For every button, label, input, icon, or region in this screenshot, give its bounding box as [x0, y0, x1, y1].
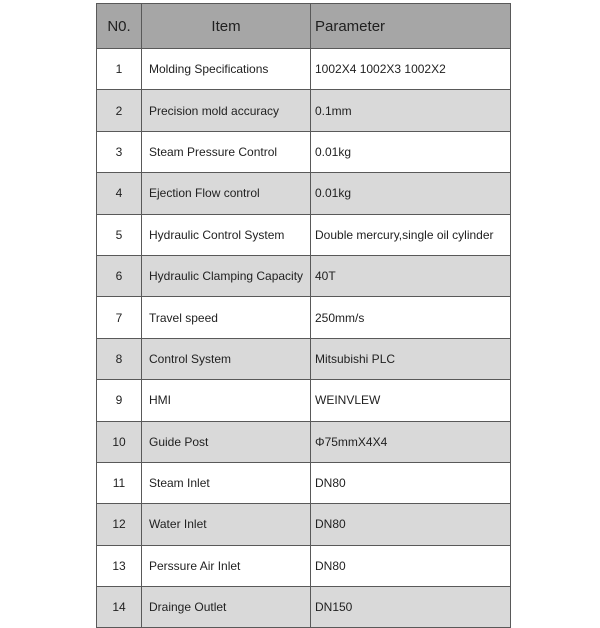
item-cell: Molding Specifications [142, 49, 311, 90]
header-no: N0. [97, 4, 142, 49]
table-row [97, 504, 511, 545]
item-cell: Ejection Flow control [142, 173, 311, 214]
row-number-cell: 10 [97, 421, 142, 462]
item-cell: Precision mold accuracy [142, 90, 311, 131]
row-number-cell: 14 [97, 587, 142, 628]
row-number-cell: 4 [97, 173, 142, 214]
table-row [97, 214, 511, 255]
table-row [97, 90, 511, 131]
parameter-cell: 0.01kg [311, 131, 511, 172]
item-cell: Drainge Outlet [142, 587, 311, 628]
row-number-cell: 5 [97, 214, 142, 255]
parameter-cell: Mitsubishi PLC [311, 338, 511, 379]
header-item: Item [142, 4, 311, 49]
row-number-cell: 11 [97, 462, 142, 503]
parameter-cell: DN80 [311, 504, 511, 545]
table-row [97, 131, 511, 172]
table-row [97, 421, 511, 462]
item-cell: Travel speed [142, 297, 311, 338]
row-number-cell: 6 [97, 255, 142, 296]
parameter-cell: DN80 [311, 545, 511, 586]
parameter-cell: 250mm/s [311, 297, 511, 338]
parameter-cell: 0.1mm [311, 90, 511, 131]
table-body [97, 49, 511, 628]
item-cell: Perssure Air Inlet [142, 545, 311, 586]
row-number-cell: 12 [97, 504, 142, 545]
table-row [97, 49, 511, 90]
row-number-cell: 13 [97, 545, 142, 586]
row-number-cell: 1 [97, 49, 142, 90]
item-cell: Control System [142, 338, 311, 379]
table-head [97, 4, 511, 49]
table-row [97, 255, 511, 296]
parameter-cell: Φ75mmX4X4 [311, 421, 511, 462]
header-row [97, 4, 511, 49]
item-cell: Hydraulic Control System [142, 214, 311, 255]
table-row [97, 380, 511, 421]
header-parameter: Parameter [311, 4, 511, 49]
item-cell: Steam Pressure Control [142, 131, 311, 172]
table-row [97, 545, 511, 586]
table-row [97, 338, 511, 379]
parameter-cell: DN80 [311, 462, 511, 503]
parameter-cell: 40T [311, 255, 511, 296]
parameter-cell: Double mercury,single oil cylinder [311, 214, 511, 255]
item-cell: Steam Inlet [142, 462, 311, 503]
item-cell: HMI [142, 380, 311, 421]
table-row [97, 173, 511, 214]
table-row [97, 297, 511, 338]
parameter-cell: DN150 [311, 587, 511, 628]
parameter-cell: 1002X4 1002X3 1002X2 [311, 49, 511, 90]
table-row [97, 462, 511, 503]
row-number-cell: 9 [97, 380, 142, 421]
table-row [97, 587, 511, 628]
row-number-cell: 2 [97, 90, 142, 131]
row-number-cell: 8 [97, 338, 142, 379]
parameter-cell: 0.01kg [311, 173, 511, 214]
item-cell: Guide Post [142, 421, 311, 462]
spec-table [96, 3, 511, 628]
item-cell: Hydraulic Clamping Capacity [142, 255, 311, 296]
parameter-cell: WEINVLEW [311, 380, 511, 421]
row-number-cell: 7 [97, 297, 142, 338]
row-number-cell: 3 [97, 131, 142, 172]
item-cell: Water Inlet [142, 504, 311, 545]
